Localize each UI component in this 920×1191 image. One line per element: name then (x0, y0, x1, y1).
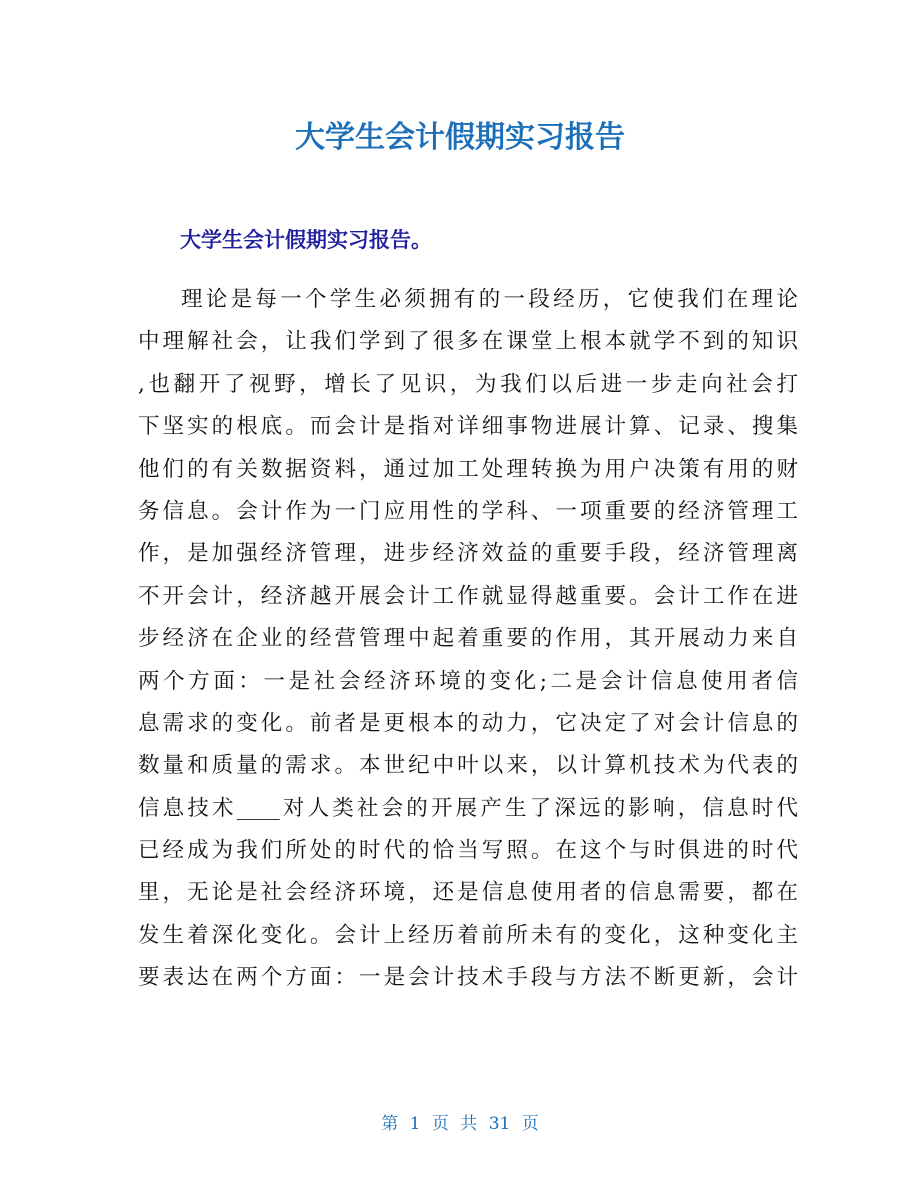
body-line: 已经成为我们所处的时代的恰当写照。在这个与时俱进的时代 (138, 838, 798, 864)
body-line: 信息技术____对人类社会的开展产生了深远的影响，信息时代 (138, 795, 798, 821)
page-footer: 第 1 页 共 31 页 (381, 1114, 539, 1134)
body-line: 数量和质量的需求。本世纪中叶以来，以计算机技术为代表的 (138, 753, 798, 779)
body-line: 他们的有关数据资料，通过加工处理转换为用户决策有用的财 (138, 456, 798, 482)
body-line: ,也翻开了视野，增长了见识，为我们以后进一步走向社会打 (138, 371, 798, 397)
body-line: 不开会计，经济越开展会计工作就显得越重要。会计工作在进 (138, 583, 798, 609)
document-title: 大学生会计假期实习报告 (295, 120, 625, 155)
document-subtitle: 大学生会计假期实习报告。 (180, 228, 432, 252)
body-line: 息需求的变化。前者是更根本的动力，它决定了对会计信息的 (138, 710, 798, 736)
body-line: 要表达在两个方面：一是会计技术手段与方法不断更新，会计 (138, 965, 798, 991)
body-line: 步经济在企业的经营管理中起着重要的作用，其开展动力来自 (138, 626, 798, 652)
body-line: 里，无论是社会经济环境，还是信息使用者的信息需要，都在 (138, 880, 798, 906)
body-line: 发生着深化变化。会计上经历着前所未有的变化，这种变化主 (138, 922, 798, 948)
body-line: 理论是每一个学生必须拥有的一段经历，它使我们在理论 (181, 287, 798, 312)
body-line: 两个方面：一是社会经济环境的变化;二是会计信息使用者信 (138, 668, 798, 694)
body-line: 中理解社会，让我们学到了很多在课堂上根本就学不到的知识 (138, 329, 798, 355)
body-line: 务信息。会计作为一门应用性的学科、一项重要的经济管理工 (138, 498, 798, 524)
body-text (138, 279, 798, 1000)
body-line: 作，是加强经济管理，进步经济效益的重要手段，经济管理离 (138, 541, 798, 567)
body-line: 下坚实的根底。而会计是指对详细事物进展计算、记录、搜集 (138, 414, 798, 440)
